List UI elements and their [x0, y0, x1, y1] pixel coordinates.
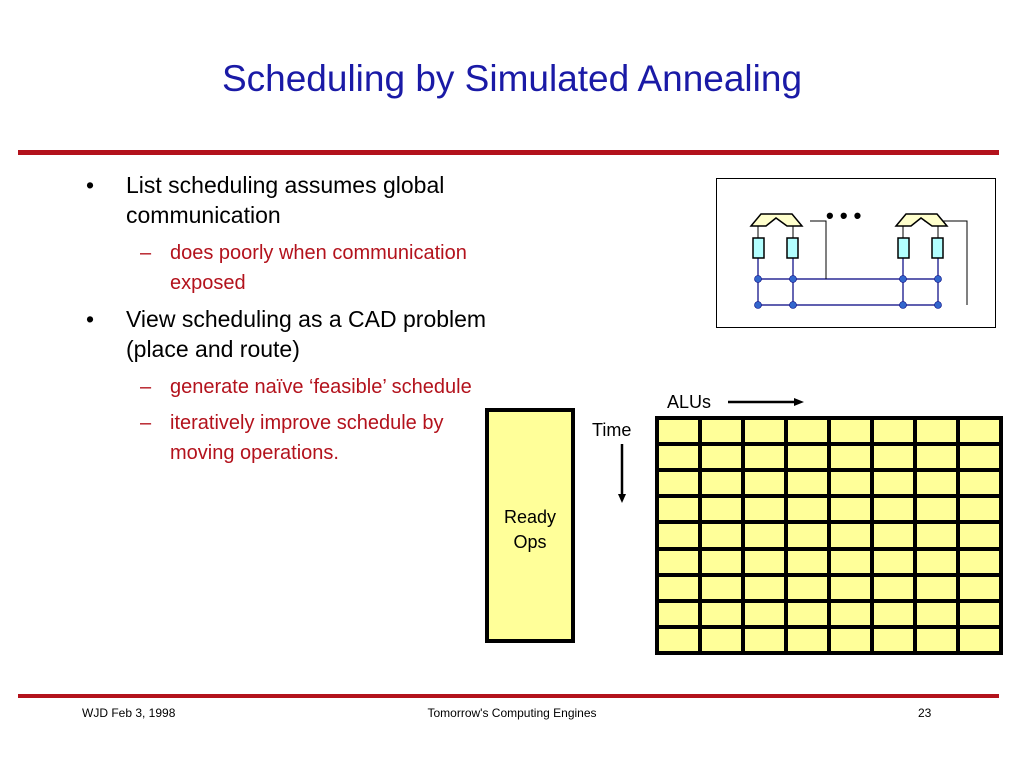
schedule-slot — [960, 603, 999, 625]
schedule-slot — [960, 577, 999, 599]
schedule-slot — [960, 551, 999, 573]
schedule-slot — [788, 472, 827, 494]
title-divider — [18, 150, 999, 155]
sub-bullet-item — [86, 408, 506, 468]
schedule-slot — [917, 603, 956, 625]
schedule-slot — [874, 472, 913, 494]
schedule-slot — [831, 629, 870, 651]
schedule-slot — [702, 603, 741, 625]
schedule-slot — [745, 420, 784, 442]
schedule-slot — [874, 498, 913, 520]
schedule-slot — [831, 420, 870, 442]
dash-marker: – — [140, 242, 152, 264]
schedule-slot — [702, 577, 741, 599]
schedule-slot — [659, 524, 698, 546]
schedule-slot — [702, 551, 741, 573]
schedule-slot — [960, 524, 999, 546]
page-number: 23 — [918, 706, 932, 720]
schedule-slot — [788, 577, 827, 599]
schedule-slot — [788, 420, 827, 442]
register-icon — [787, 238, 798, 258]
register-icon — [932, 238, 943, 258]
time-arrow-icon — [615, 442, 629, 504]
schedule-slot — [702, 420, 741, 442]
schedule-slot — [960, 420, 999, 442]
alus-label: ALUs — [667, 392, 712, 412]
schedule-slot — [917, 629, 956, 651]
schedule-slot — [702, 629, 741, 651]
schedule-slot — [659, 629, 698, 651]
dash-marker: – — [140, 376, 152, 398]
schedule-slot — [745, 577, 784, 599]
alu-interconnect-diagram — [716, 178, 996, 328]
schedule-slot — [960, 629, 999, 651]
schedule-slot — [659, 498, 698, 520]
schedule-slot — [745, 472, 784, 494]
schedule-slot — [659, 446, 698, 468]
sub-bullet-item — [86, 372, 506, 402]
schedule-slot — [917, 577, 956, 599]
schedule-slot — [788, 603, 827, 625]
schedule-slot — [745, 551, 784, 573]
schedule-slot — [874, 446, 913, 468]
schedule-slot — [831, 524, 870, 546]
sub-bullet-text: generate naïve ‘feasible’ schedule — [170, 376, 472, 398]
schedule-slot — [874, 629, 913, 651]
schedule-slot — [874, 420, 913, 442]
schedule-slot — [917, 472, 956, 494]
schedule-slot — [659, 472, 698, 494]
bullet-text: View scheduling as a CAD problem (place and route) — [126, 306, 487, 362]
schedule-slot — [917, 524, 956, 546]
schedule-slot — [831, 446, 870, 468]
schedule-slot — [702, 498, 741, 520]
schedule-slot — [831, 603, 870, 625]
schedule-slot — [745, 498, 784, 520]
schedule-slot — [917, 420, 956, 442]
footer-author-date: WJD Feb 3, 1998 — [82, 706, 176, 720]
schedule-slot — [874, 603, 913, 625]
sub-bullet-item — [86, 238, 506, 298]
ready-ops-box — [485, 408, 575, 643]
schedule-slot — [960, 472, 999, 494]
schedule-slot — [702, 472, 741, 494]
alus-arrow-icon — [726, 395, 806, 409]
schedule-slot — [745, 603, 784, 625]
schedule-slot — [745, 629, 784, 651]
slide-title: Scheduling by Simulated Annealing — [221, 58, 803, 99]
schedule-slot — [831, 551, 870, 573]
schedule-slot — [745, 524, 784, 546]
bullet-item — [86, 304, 506, 364]
register-icon — [898, 238, 909, 258]
ready-ops-line: Ready — [503, 507, 557, 527]
schedule-slot — [831, 577, 870, 599]
schedule-slot — [745, 446, 784, 468]
time-label: Time — [592, 420, 632, 440]
bullet-text: List scheduling assumes global communication — [126, 172, 445, 228]
sub-bullet-text: iteratively improve schedule by moving operations. — [170, 412, 444, 464]
schedule-slot — [659, 551, 698, 573]
schedule-slot — [831, 498, 870, 520]
ready-ops-line: Ops — [513, 532, 547, 552]
schedule-slot — [917, 551, 956, 573]
footer-divider — [18, 694, 999, 698]
schedule-slot — [659, 577, 698, 599]
register-icon — [753, 238, 764, 258]
schedule-slot — [960, 446, 999, 468]
ready-ops-label — [489, 505, 571, 555]
sub-bullet-text: does poorly when communication exposed — [170, 242, 467, 294]
schedule-slot — [788, 629, 827, 651]
ellipsis-icon: • • • — [826, 203, 862, 228]
bullet-item — [86, 170, 506, 230]
schedule-slot — [702, 446, 741, 468]
schedule-slot — [874, 551, 913, 573]
schedule-slot — [788, 551, 827, 573]
schedule-slot — [788, 498, 827, 520]
schedule-slot — [788, 446, 827, 468]
footer-title: Tomorrow's Computing Engines — [427, 706, 597, 720]
schedule-slot — [960, 498, 999, 520]
bullet-list — [86, 170, 506, 474]
schedule-slot — [831, 472, 870, 494]
schedule-slot — [702, 524, 741, 546]
bullet-marker: • — [86, 306, 95, 332]
schedule-slot — [659, 603, 698, 625]
schedule-grid — [655, 416, 1003, 655]
schedule-slot — [917, 446, 956, 468]
schedule-slot — [874, 524, 913, 546]
schedule-slot — [874, 577, 913, 599]
bullet-marker: • — [86, 172, 95, 198]
schedule-slot — [917, 498, 956, 520]
schedule-slot — [659, 420, 698, 442]
schedule-slot — [788, 524, 827, 546]
dash-marker: – — [140, 412, 152, 434]
